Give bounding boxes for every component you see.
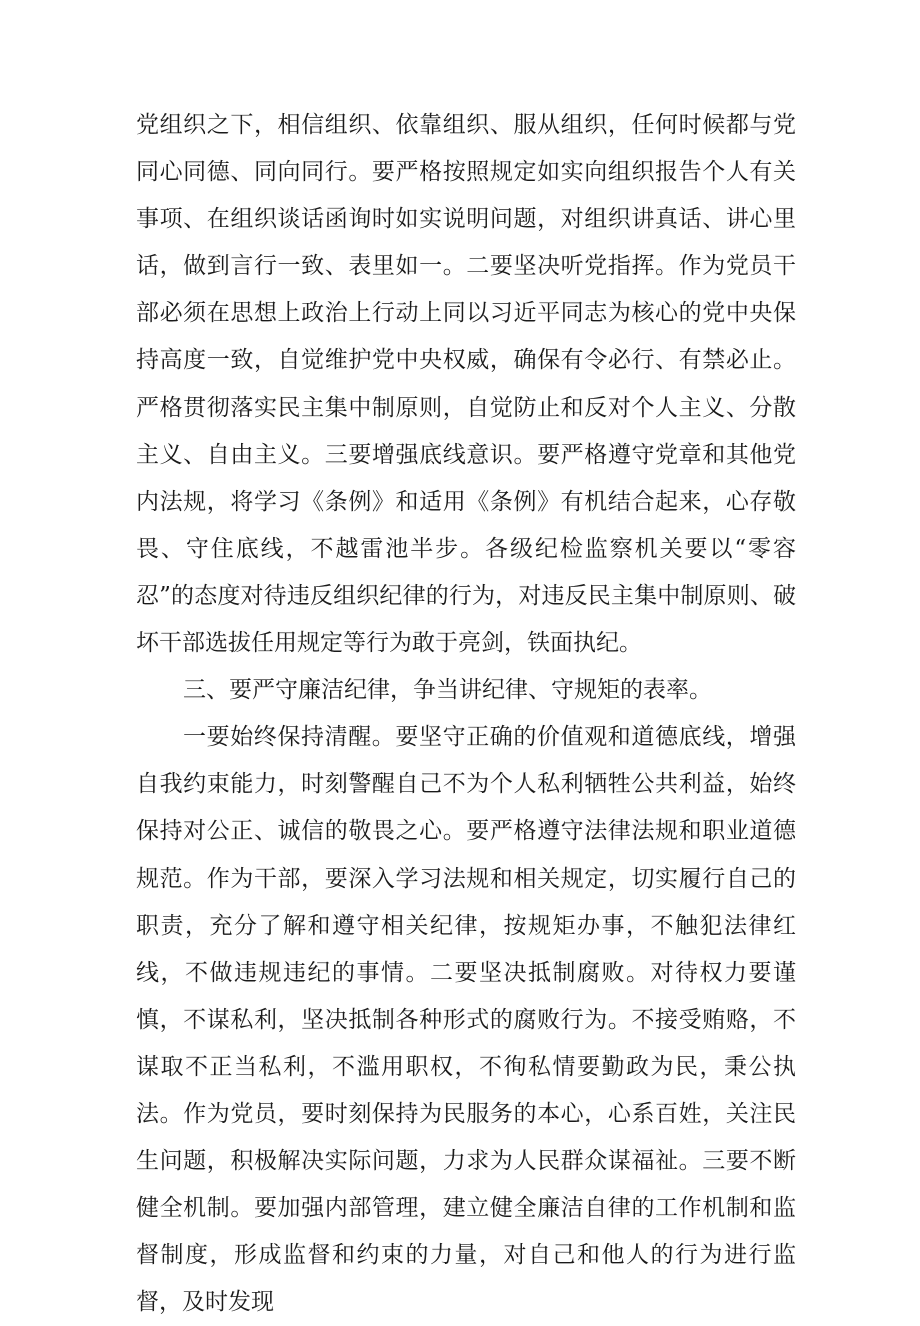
paragraph-organization-discipline: 党组织之下，相信组织、依靠组织、服从组织，任何时候都与党同心同德、同向同行。要严格按照规定如实向组织报告个人有关事项、在组织谈话函询时如实说明问题，对组织讲真话、讲心里话，做到言行一致、表里如一。二要坚决听党指挥。作为党员干部必须在思想上政治上行动上同以习近平同志为核心的党中央保持高度一致，自觉维护党中央权威，确保有令必行、有禁必止。严格贯彻落实民主集中制原则，自觉防止和反对个人主义、分散主义、自由主义。三要增强底线意识。要严格遵守党章和其他党内法规，将学习《条例》和适用《条例》有机结合起来，心存敬畏、守住底线，不越雷池半步。各级纪检监察机关要以“零容忍”的态度对待违反组织纪律的行为，对违反民主集中制原则、破坏干部选拔任用规定等行为敢于亮剑，铁面执纪。 [136, 112, 796, 657]
body-text [136, 102, 796, 1326]
section-heading-integrity-discipline: 三、要严守廉洁纪律，争当讲纪律、守规矩的表率。 [183, 677, 712, 704]
paragraph-integrity-discipline: 一要始终保持清醒。要坚守正确的价值观和道德底线，增强自我约束能力，时刻警醒自己不为个人私利牺牲公共利益，始终保持对公正、诚信的敬畏之心。要严格遵守法律法规和职业道德规范。作为干部，要深入学习法规和相关规定，切实履行自己的职责，充分了解和遵守相关纪律，按规矩办事，不触犯法律红线，不做违规违纪的事情。二要坚决抵制腐败。对待权力要谨慎，不谋私利，坚决抵制各种形式的腐败行为。不接受贿赂，不谋取不正当私利，不滥用职权，不徇私情要勤政为民，秉公执法。作为党员，要时刻保持为民服务的本心，心系百姓，关注民生问题，积极解决实际问题，力求为人民群众谋福祉。三要不断健全机制。要加强内部管理，建立健全廉洁自律的工作机制和监督制度，形成监督和约束的力量，对自己和他人的行为进行监督，及时发现 [136, 724, 796, 1316]
